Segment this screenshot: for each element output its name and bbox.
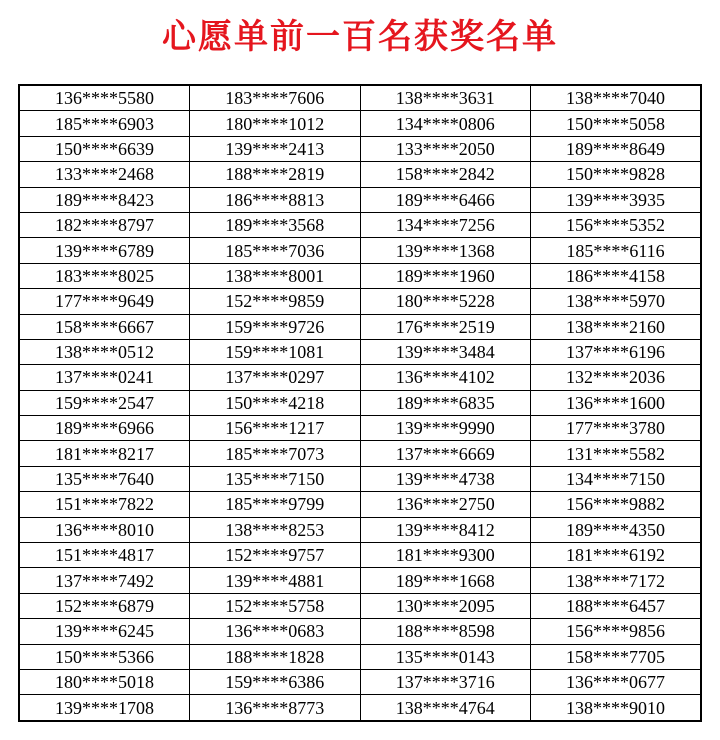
phone-cell: 132****2036 [531,365,702,390]
phone-cell: 139****9990 [360,416,531,441]
phone-cell: 139****3484 [360,339,531,364]
table-row [19,162,701,187]
page-title: 心愿单前一百名获奖名单 [162,17,558,57]
phone-cell: 138****3631 [360,85,531,111]
phone-cell: 137****6669 [360,441,531,466]
phone-cell: 137****0297 [190,365,361,390]
phone-cell: 131****5582 [531,441,702,466]
phone-cell: 136****0683 [190,619,361,644]
table-row [19,619,701,644]
phone-cell: 180****5018 [19,669,190,694]
phone-cell: 189****4350 [531,517,702,542]
phone-cell: 139****4738 [360,466,531,491]
table-row [19,314,701,339]
phone-cell: 189****6966 [19,416,190,441]
phone-cell: 137****0241 [19,365,190,390]
phone-cell: 138****8253 [190,517,361,542]
phone-cell: 138****7172 [531,568,702,593]
phone-cell: 136****2750 [360,492,531,517]
phone-cell: 139****6789 [19,238,190,263]
phone-cell: 189****3568 [190,212,361,237]
phone-cell: 159****6386 [190,669,361,694]
phone-cell: 138****8001 [190,263,361,288]
table-row [19,136,701,161]
phone-cell: 183****7606 [190,85,361,111]
phone-cell: 139****1368 [360,238,531,263]
table-row [19,238,701,263]
phone-cell: 139****2413 [190,136,361,161]
phone-cell: 181****8217 [19,441,190,466]
phone-cell: 138****4764 [360,695,531,721]
phone-cell: 188****6457 [531,593,702,618]
phone-cell: 156****1217 [190,416,361,441]
phone-cell: 134****7256 [360,212,531,237]
table-row [19,85,701,111]
table-row [19,644,701,669]
phone-cell: 158****6667 [19,314,190,339]
table-row [19,593,701,618]
phone-cell: 188****8598 [360,619,531,644]
phone-cell: 152****5758 [190,593,361,618]
phone-cell: 130****2095 [360,593,531,618]
phone-cell: 152****6879 [19,593,190,618]
phone-cell: 182****8797 [19,212,190,237]
table-row [19,492,701,517]
phone-cell: 139****3935 [531,187,702,212]
table-row [19,669,701,694]
phone-cell: 158****7705 [531,644,702,669]
phone-cell: 135****7150 [190,466,361,491]
table-row [19,568,701,593]
table-row [19,289,701,314]
phone-cell: 134****0806 [360,111,531,136]
phone-cell: 137****7492 [19,568,190,593]
phone-cell: 181****6192 [531,543,702,568]
table-row [19,187,701,212]
phone-cell: 159****2547 [19,390,190,415]
phone-cell: 137****6196 [531,339,702,364]
phone-cell: 185****9799 [190,492,361,517]
phone-cell: 156****9882 [531,492,702,517]
phone-cell: 177****9649 [19,289,190,314]
phone-cell: 136****8773 [190,695,361,721]
phone-cell: 134****7150 [531,466,702,491]
phone-cell: 180****5228 [360,289,531,314]
phone-cell: 137****3716 [360,669,531,694]
phone-cell: 135****7640 [19,466,190,491]
phone-cell: 133****2050 [360,136,531,161]
phone-cell: 150****4218 [190,390,361,415]
phone-cell: 188****2819 [190,162,361,187]
phone-cell: 152****9859 [190,289,361,314]
phone-cell: 176****2519 [360,314,531,339]
phone-cell: 138****7040 [531,85,702,111]
phone-cell: 136****4102 [360,365,531,390]
table-row [19,441,701,466]
phone-cell: 138****0512 [19,339,190,364]
phone-cell: 156****9856 [531,619,702,644]
phone-cell: 177****3780 [531,416,702,441]
phone-cell: 189****6835 [360,390,531,415]
phone-cell: 136****0677 [531,669,702,694]
phone-cell: 186****8813 [190,187,361,212]
phone-cell: 181****9300 [360,543,531,568]
phone-cell: 151****7822 [19,492,190,517]
phone-cell: 151****4817 [19,543,190,568]
phone-cell: 136****5580 [19,85,190,111]
phone-cell: 188****1828 [190,644,361,669]
table-row [19,695,701,721]
phone-cell: 139****8412 [360,517,531,542]
phone-cell: 189****6466 [360,187,531,212]
phone-cell: 185****6903 [19,111,190,136]
phone-cell: 139****1708 [19,695,190,721]
phone-cell: 136****1600 [531,390,702,415]
phone-cell: 152****9757 [190,543,361,568]
phone-cell: 159****1081 [190,339,361,364]
phone-cell: 183****8025 [19,263,190,288]
phone-cell: 136****8010 [19,517,190,542]
winners-table [18,84,702,722]
phone-cell: 185****6116 [531,238,702,263]
phone-cell: 138****5970 [531,289,702,314]
table-row [19,111,701,136]
phone-cell: 150****5058 [531,111,702,136]
phone-cell: 138****9010 [531,695,702,721]
phone-cell: 189****1960 [360,263,531,288]
phone-cell: 150****5366 [19,644,190,669]
phone-cell: 156****5352 [531,212,702,237]
phone-cell: 135****0143 [360,644,531,669]
table-row [19,466,701,491]
phone-cell: 189****1668 [360,568,531,593]
table-row [19,339,701,364]
table-row [19,390,701,415]
table-row [19,263,701,288]
phone-cell: 150****6639 [19,136,190,161]
table-row [19,517,701,542]
table-row [19,365,701,390]
phone-cell: 138****2160 [531,314,702,339]
phone-cell: 185****7073 [190,441,361,466]
phone-cell: 150****9828 [531,162,702,187]
phone-cell: 139****4881 [190,568,361,593]
table-row [19,212,701,237]
phone-cell: 189****8649 [531,136,702,161]
table-row [19,543,701,568]
phone-cell: 189****8423 [19,187,190,212]
phone-cell: 139****6245 [19,619,190,644]
phone-cell: 133****2468 [19,162,190,187]
phone-cell: 159****9726 [190,314,361,339]
phone-cell: 180****1012 [190,111,361,136]
table-row [19,416,701,441]
phone-cell: 186****4158 [531,263,702,288]
winners-table-body [19,85,701,721]
phone-cell: 185****7036 [190,238,361,263]
phone-cell: 158****2842 [360,162,531,187]
